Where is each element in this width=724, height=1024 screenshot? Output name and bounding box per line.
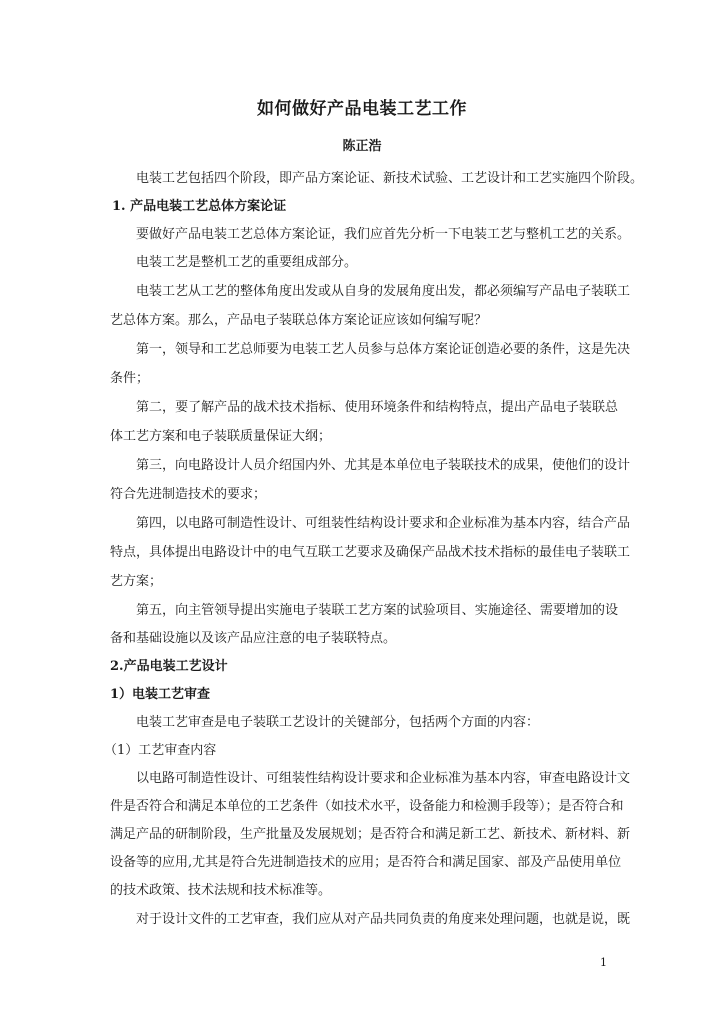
section-heading: 1. 产品电装工艺总体方案论证 <box>112 199 287 214</box>
section-heading: 2.产品电装工艺设计 <box>110 659 228 674</box>
paragraph-line: 特点，具体提出电路设计中的电气互联工艺要求及确保产品战术技术指标的最佳电子装联工 <box>110 545 631 560</box>
paragraph-line: 电装工艺从工艺的整体角度出发或从自身的发展角度出发，都必须编写产品电子装联工 <box>136 284 631 299</box>
paragraph-line: 艺总体方案。那么，产品电子装联总体方案论证应该如何编写呢？ <box>110 313 488 328</box>
paragraph-line: 电装工艺包括四个阶段，即产品方案论证、新技术试验、工艺设计和工艺实施四个阶段。 <box>136 171 644 186</box>
paragraph-line: 电装工艺审查是电子装联工艺设计的关键部分，包括两个方面的内容： <box>136 715 540 730</box>
paragraph-line: 第一，领导和工艺总师要为电装工艺人员参与总体方案论证创造必要的条件，这是先决 <box>136 342 631 357</box>
page-number: 1 <box>600 956 607 969</box>
paragraph-line: 的技术政策、技术法规和技术标准等。 <box>110 883 332 898</box>
paragraph-line: 艺方案； <box>110 574 163 589</box>
paragraph-line: 满足产品的研制阶段，生产批量及发展规划；是否符合和满足新工艺、新技术、新材料、新 <box>110 827 631 842</box>
paragraph-line: 体工艺方案和电子装联质量保证大纲； <box>110 429 332 444</box>
paragraph-line: 对于设计文件的工艺审查，我们应从对产品共同负责的角度来处理问题，也就是说，既 <box>136 912 631 927</box>
paragraph-line: 第四，以电路可制造性设计、可组装性结构设计要求和企业标准为基本内容，结合产品 <box>136 516 631 531</box>
paragraph-line: 第五，向主管领导提出实施电子装联工艺方案的试验项目、实施途径、需要增加的设 <box>136 603 618 618</box>
paragraph-line: 第三，向电路设计人员介绍国内外、尤其是本单位电子装联技术的成果，使他们的设计 <box>136 458 631 473</box>
paragraph-line: 设备等的应用,尤其是符合先进制造技术的应用；是否符合和满足国家、部及产品使用单位 <box>110 855 622 870</box>
paragraph-line: 件是否符合和满足本单位的工艺条件（如技术水平，设备能力和检测手段等）；是否符合和 <box>110 799 624 814</box>
paragraph-line: 条件； <box>110 371 150 386</box>
document-title: 如何做好产品电装工艺工作 <box>257 99 467 119</box>
document-author: 陈正浩 <box>342 139 382 154</box>
paragraph-line: 以电路可制造性设计、可组装性结构设计要求和企业标准为基本内容，审查电路设计文 <box>136 771 631 786</box>
subsection-heading: （1）工艺审查内容 <box>104 743 217 758</box>
subsection-heading: 1）电装工艺审查 <box>110 687 211 702</box>
paragraph-line: 符合先进制造技术的要求； <box>110 487 267 502</box>
paragraph-line: 第二，要了解产品的战术技术指标、使用环境条件和结构特点，提出产品电子装联总 <box>136 400 618 415</box>
paragraph-line: 要做好产品电装工艺总体方案论证，我们应首先分析一下电装工艺与整机工艺的关系。 <box>136 227 631 242</box>
paragraph-line: 电装工艺是整机工艺的重要组成部分。 <box>136 255 358 270</box>
paragraph-line: 备和基础设施以及该产品应注意的电子装联特点。 <box>110 631 397 646</box>
